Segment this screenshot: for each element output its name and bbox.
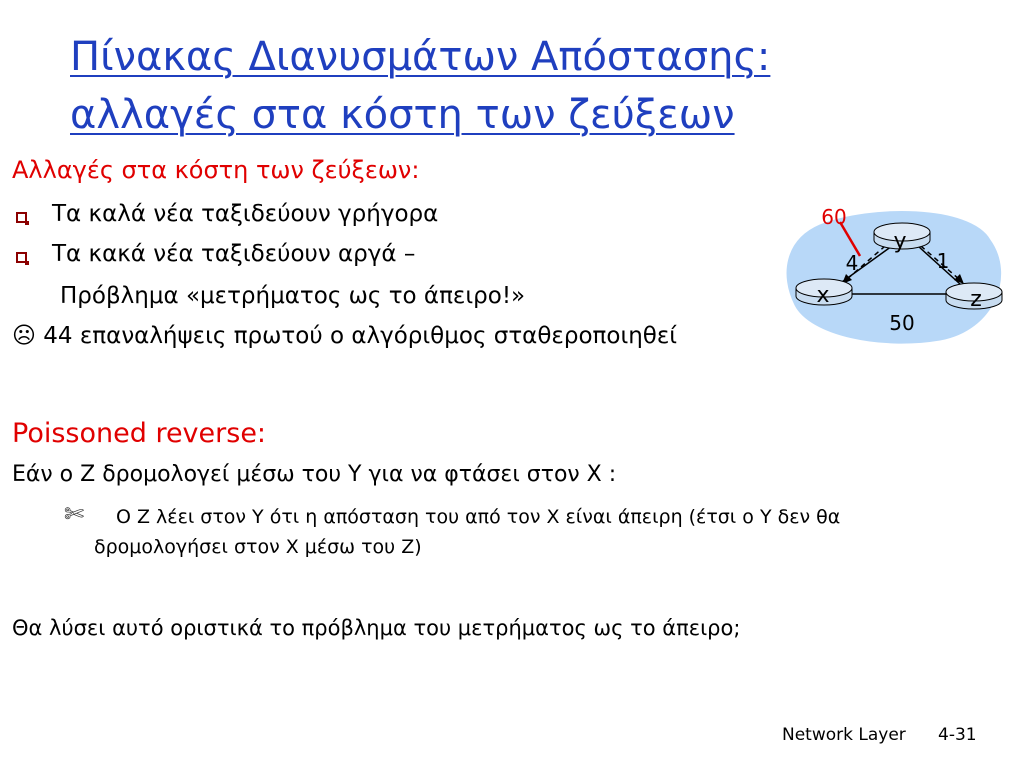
sad-face-icon: ☹: [12, 323, 36, 349]
iterations-text: 44 επαναλήψεις πρωτού ο αλγόριθμος σταθεροποιηθεί: [43, 323, 678, 349]
bullet-bad-news: Τα κακά νέα ταξιδεύουν αργά –: [52, 241, 416, 267]
network-topology-diagram: [780, 200, 1010, 350]
sad-face-line: [12, 323, 677, 349]
title-line-2: αλλαγές στα κόστη των ζεύξεων: [70, 92, 735, 138]
node-label-z: z: [970, 287, 982, 312]
node-label-x: x: [816, 283, 830, 308]
bullet-good-news: Τα καλά νέα ταξιδεύουν γρήγορα: [52, 201, 439, 227]
scissors-icon: ✄: [64, 500, 85, 528]
link-cost-y-z: 1: [936, 249, 950, 273]
subpoint-line-1: O Z λέει στον Y ότι η απόσταση του από τον X είναι άπειρη (έτσι ο Y δεν θα: [116, 506, 841, 528]
new-link-cost-x-y: 60: [821, 205, 847, 229]
node-label-y: y: [893, 229, 907, 254]
link-cost-x-z: 50: [889, 311, 915, 335]
subpoint-line-2: δρομολογήσει στον X μέσω του Z): [94, 536, 422, 558]
section-heading-link-cost-changes: Αλλαγές στα κόστη των ζεύξεων:: [12, 156, 420, 184]
poisoned-condition-line: Εάν ο Z δρομολογεί μέσω του Y για να φτάσει στον X :: [12, 462, 617, 487]
final-question: Θα λύσει αυτό οριστικά το πρόβλημα του μετρήματος ως το άπειρο;: [12, 616, 741, 640]
link-cost-x-y: 4: [845, 251, 859, 275]
footer-page-number: 4-31: [938, 725, 977, 745]
footer-label: Network Layer: [782, 725, 906, 745]
bullet-square-icon: [16, 252, 27, 263]
bullet-square-icon: [16, 212, 27, 223]
section-heading-poisoned-reverse: Poissoned reverse:: [12, 418, 267, 449]
count-to-infinity-text: Πρόβλημα «μετρήματος ως το άπειρο!»: [60, 283, 526, 309]
title-line-1: Πίνακας Διανυσμάτων Απόστασης:: [70, 34, 771, 80]
